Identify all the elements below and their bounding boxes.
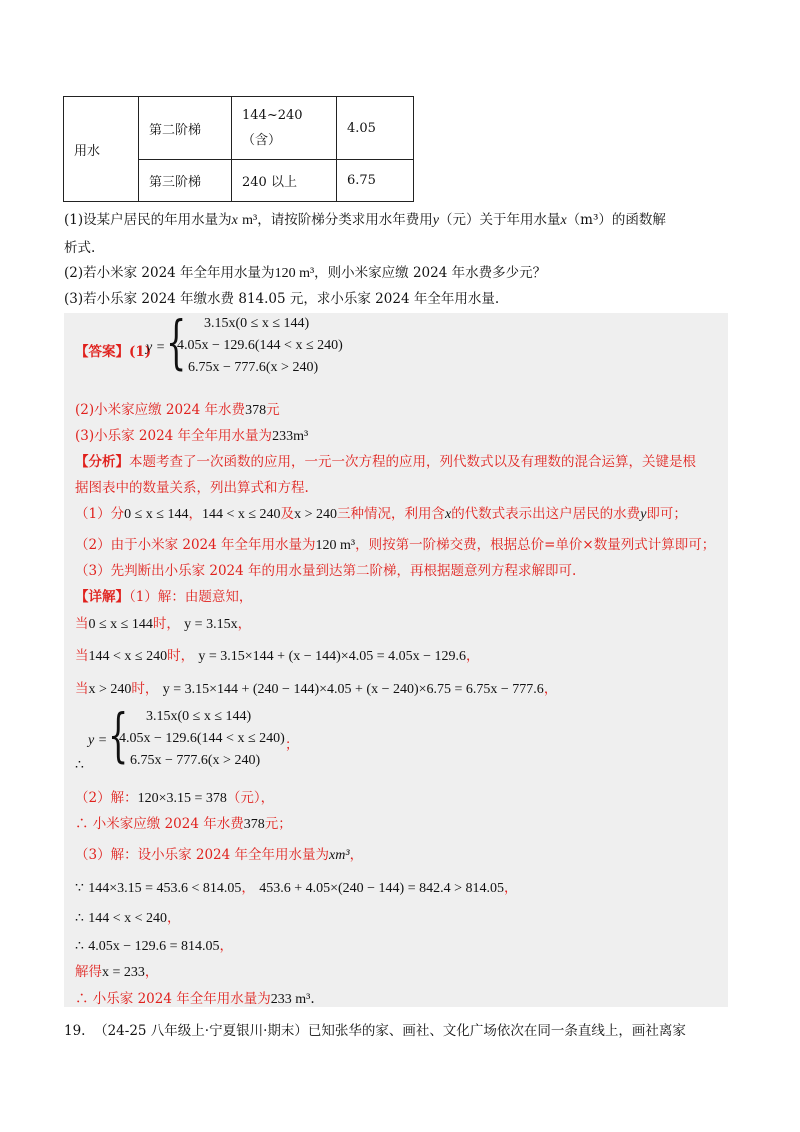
- q1-var-x: x: [231, 213, 238, 228]
- detail-punct: ，: [219, 938, 234, 954]
- detail-text: 元；: [264, 816, 292, 832]
- detail-text: 时，: [131, 681, 159, 697]
- detail-text: （2）解：: [75, 790, 138, 806]
- therefore-symbol: ∴: [75, 939, 84, 954]
- analysis-line1: [75, 450, 696, 470]
- analysis-p1-cond: x > 240: [294, 507, 337, 522]
- answer-q2: [75, 398, 280, 419]
- table-range-cell: [232, 97, 337, 160]
- q1-var-x: x: [560, 213, 567, 228]
- question-text: 已知张华的家、画社、文化广场依次在同一条直线上，画社离家: [307, 1023, 686, 1039]
- detail-punct: ，: [465, 648, 480, 664]
- detail-eq: 120×3.15 = 378: [137, 791, 227, 806]
- detail-step-3-line2: [75, 906, 181, 927]
- detail-text: ∴ 小乐家 2024 年全年用水量为: [75, 991, 271, 1007]
- detail-case-3: [75, 677, 557, 698]
- detail-piece-2: 4.05x − 129.6(144 < x ≤ 240): [119, 731, 285, 746]
- answer-q1-prefix: (1): [129, 344, 152, 360]
- table-range-line1: 144~240: [242, 108, 303, 123]
- detail-step-2: [75, 786, 274, 807]
- detail-text: 解得: [75, 964, 102, 980]
- detail-y-eq: y =: [88, 733, 108, 748]
- table-range-line2: （含）: [242, 133, 282, 148]
- table-category-cell: 用水: [64, 97, 139, 202]
- analysis-p1-sep: ，: [188, 506, 202, 522]
- question-number: 19.: [64, 1023, 86, 1039]
- q2-text: ，则小米家应缴 2024 年水费多少元？: [314, 265, 547, 281]
- detail-text: ，: [349, 847, 364, 863]
- analysis-line2: 据图表中的数量关系，列出算式和方程.: [75, 480, 309, 496]
- analysis-text: 本题考查了一次函数的应用，一元一次方程的应用，列代数式以及有理数的混合运算，关键是根: [129, 454, 696, 470]
- detail-step-3: [75, 843, 363, 864]
- detail-eq: y = 3.15×144 + (x − 144)×4.05 = 4.05x − 129.6: [198, 649, 466, 664]
- answer-piece-1: 3.15x(0 ≤ x ≤ 144): [204, 316, 310, 331]
- detail-cond: x > 240: [88, 682, 132, 697]
- detail-cond: 0 ≤ x ≤ 144: [88, 617, 153, 632]
- answer-y-eq-text: y =: [146, 340, 166, 355]
- answer-brace: {: [166, 308, 187, 376]
- analysis-p2-value: 120 m³: [315, 538, 356, 553]
- detail-step-2-conclusion: [75, 812, 292, 833]
- answer-label-text: 【答案】: [75, 344, 129, 360]
- analysis-label: 【分析】: [75, 454, 129, 470]
- detail-eq: 144×3.15 = 453.6 < 814.05: [88, 881, 242, 896]
- analysis-p1-var-y: y: [640, 507, 647, 522]
- detail-var: xm³: [329, 848, 350, 863]
- detail-intro: [75, 585, 252, 605]
- analysis-p1-var-x: x: [444, 507, 452, 522]
- detail-text: 当: [75, 616, 89, 632]
- detail-case-2: [75, 644, 479, 665]
- question-source: （24-25 八年级上·宁夏银川·期末）: [94, 1023, 308, 1039]
- detail-step-3-conclusion: [75, 987, 315, 1008]
- analysis-p1-text: （1）分: [75, 506, 125, 522]
- question-1-line2: 析式.: [64, 240, 96, 256]
- detail-piece-3: 6.75x − 777.6(x > 240): [130, 753, 261, 768]
- q1-var-y: y: [432, 213, 439, 228]
- q2-value: 120 m³: [274, 266, 315, 281]
- detail-text: 时，: [167, 648, 195, 664]
- detail-text: 当: [75, 648, 89, 664]
- detail-eq: 144 < x < 240: [88, 911, 168, 926]
- detail-therefore: ∴: [75, 758, 84, 773]
- question-3: (3)若小乐家 2024 年缴水费 814.05 元，求小乐家 2024 年全年用水量.: [64, 291, 500, 307]
- detail-step-3-line4: [75, 960, 158, 981]
- water-price-table: [63, 96, 414, 202]
- therefore-symbol: ∴: [75, 911, 84, 926]
- question-2: [64, 261, 546, 282]
- detail-punct: .: [310, 991, 315, 1007]
- answer-q3-value: 233m³: [272, 429, 309, 444]
- detail-text: （1）解：由题意知，: [129, 589, 253, 605]
- detail-eq: y = 3.15×144 + (240 − 144)×4.05 + (x − 240)×6.75 = 6.75x − 777.6: [162, 682, 544, 697]
- detail-text: 时，: [152, 616, 180, 632]
- detail-step-3-line1: [75, 876, 518, 897]
- detail-piecewise-end: ；: [285, 737, 299, 753]
- q2-text: (2)若小米家 2024 年全年用水量为: [64, 265, 275, 281]
- table-price-cell: 4.05: [337, 97, 414, 160]
- analysis-p1-text: 及: [280, 506, 295, 522]
- analysis-p1-text: 的代数式表示出这户居民的水费: [451, 506, 641, 522]
- detail-text: （元），: [226, 790, 275, 806]
- detail-eq: 453.6 + 4.05×(240 − 144) = 842.4 > 814.05: [259, 881, 505, 896]
- because-symbol: ∵: [75, 881, 84, 896]
- q1-text: （m³）的函数解: [566, 212, 666, 228]
- detail-eq: x = 233: [102, 965, 145, 980]
- detail-text: 当: [75, 681, 89, 697]
- analysis-p1-text: 即可；: [646, 506, 687, 522]
- detail-text: ∴ 小米家应缴 2024 年水费: [75, 816, 244, 832]
- answer-piece-3: 6.75x − 777.6(x > 240): [188, 360, 319, 375]
- detail-eq: 4.05x − 129.6 = 814.05: [88, 939, 220, 954]
- analysis-p2-text: （2）由于小米家 2024 年全年用水量为: [75, 537, 316, 553]
- analysis-p1-text: 三种情况，利用含: [336, 506, 445, 522]
- analysis-p1-cond: 144 < x ≤ 240: [201, 507, 281, 522]
- answer-piece-2: 4.05x − 129.6(144 < x ≤ 240): [177, 338, 343, 353]
- detail-case-1: [75, 612, 251, 633]
- table-price-cell: 6.75: [337, 160, 414, 202]
- answer-q2-unit: 元: [266, 402, 280, 418]
- detail-eq: y = 3.15x: [184, 617, 238, 632]
- detail-label: 【详解】: [75, 589, 129, 605]
- answer-q2-text: (2)小米家应缴 2024 年水费: [75, 402, 246, 418]
- question-1-line1: [64, 208, 666, 229]
- detail-step-3-line3: [75, 934, 233, 955]
- detail-value: 378: [243, 817, 265, 832]
- q1-text: ，请按阶梯分类求用水年费用: [257, 212, 433, 228]
- detail-piece-1: 3.15x(0 ≤ x ≤ 144): [146, 709, 252, 724]
- detail-punct: ，: [144, 964, 159, 980]
- detail-punct: ，: [543, 681, 558, 697]
- detail-punct: ，: [167, 910, 181, 926]
- table-tier-cell: 第三阶梯: [139, 160, 232, 202]
- answer-q2-value: 378: [245, 403, 267, 418]
- detail-cond: 144 < x ≤ 240: [88, 649, 168, 664]
- answer-q3: [75, 424, 308, 445]
- answer-label: [75, 340, 151, 360]
- q1-text: （元）关于年用水量: [438, 212, 561, 228]
- detail-punct: ，: [241, 880, 255, 896]
- detail-value: 233 m³: [270, 992, 311, 1007]
- answer-y-eq: [146, 340, 165, 356]
- detail-punct: ，: [237, 616, 252, 632]
- table-range-cell: 240 以上: [232, 160, 337, 202]
- analysis-point-1: [75, 502, 687, 523]
- table-tier-cell: 第二阶梯: [139, 97, 232, 160]
- q1-unit: m³: [242, 213, 258, 228]
- answer-q3-text: (3)小乐家 2024 年全年用水量为: [75, 428, 273, 444]
- detail-text: （3）解：设小乐家 2024 年全年用水量为: [75, 847, 330, 863]
- next-question: [64, 1019, 686, 1039]
- analysis-p1-cond: 0 ≤ x ≤ 144: [124, 507, 189, 522]
- analysis-point-3: （3）先判断出小乐家 2024 年的用水量到达第二阶梯，再根据题意列方程求解即可.: [75, 563, 577, 579]
- analysis-p2-text: ，则按第一阶梯交费，根据总价=单价×数量列式计算即可；: [355, 537, 716, 553]
- detail-brace: {: [108, 701, 129, 769]
- detail-punct: ，: [504, 880, 518, 896]
- q1-text: (1)设某户居民的年用水量为: [64, 212, 232, 228]
- analysis-point-2: [75, 533, 715, 554]
